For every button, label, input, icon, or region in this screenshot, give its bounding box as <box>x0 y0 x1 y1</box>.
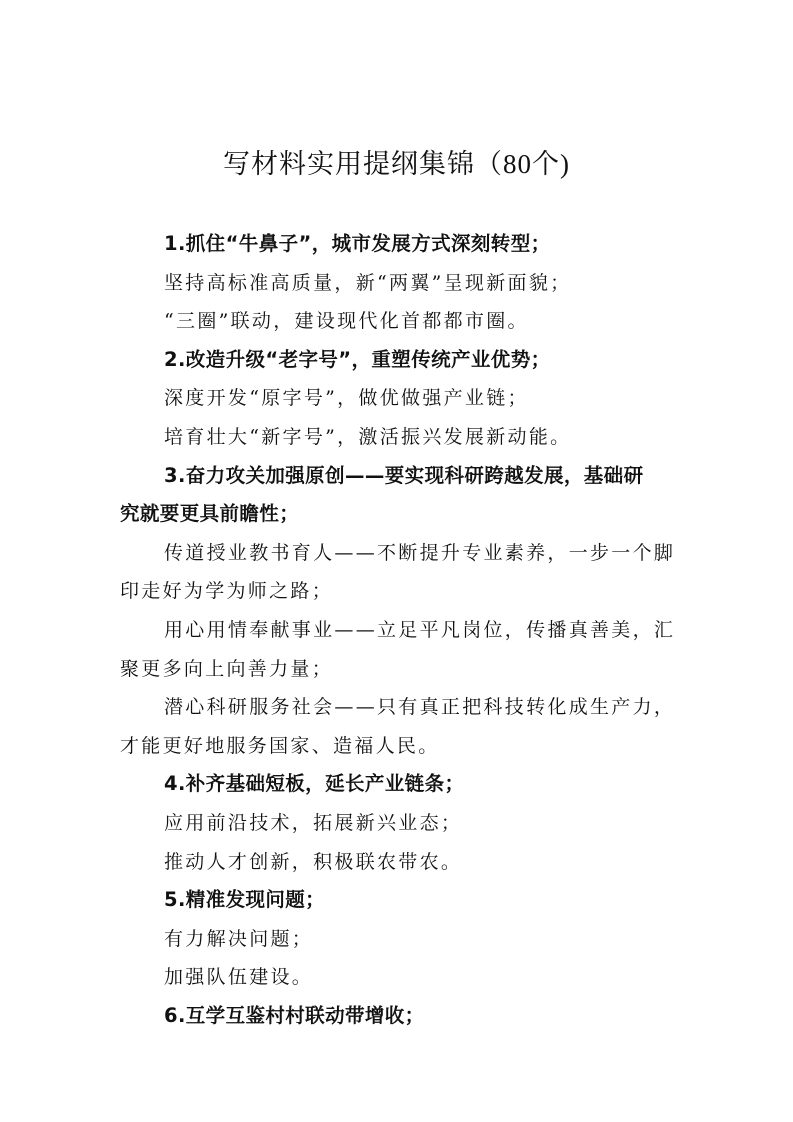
body-text-line: “三圈”联动，建设现代化首都都市圈。 <box>164 310 529 333</box>
section-heading-line: 究就要更具前瞻性； <box>120 502 300 526</box>
body-text-line: 聚更多向上向善力量； <box>120 657 334 680</box>
body-text-line: 用心用情奉献事业——立足平凡岗位，传播真善美，汇 <box>164 618 676 641</box>
body-text-line: 推动人才创新，积极联农带农。 <box>164 850 463 873</box>
body-text-line: 印走好为学为师之路； <box>120 580 334 603</box>
body-text-line: 应用前沿技术，拓展新兴业态； <box>164 811 463 834</box>
section-heading-line: 2.改造升级“老字号”，重塑传统产业优势； <box>164 347 551 371</box>
body-text-line: 有力解决问题； <box>164 927 314 950</box>
body-text-line: 坚持高标准高质量，新“两翼”呈现新面貌； <box>164 271 572 294</box>
section-heading-line: 4.补齐基础短板，延长产业链条； <box>164 772 465 796</box>
body-text-line: 加强队伍建设。 <box>164 966 314 989</box>
section-heading-line: 6.互学互鉴村村联动带增收； <box>164 1003 425 1027</box>
section-heading-line: 1.抓住“牛鼻子”，城市发展方式深刻转型； <box>164 232 551 255</box>
section-heading-line: 3.奋力攻关加强原创——要实现科研跨越发展，基础研 <box>164 463 644 487</box>
document-title: 写材料实用提纲集锦（80个) <box>223 149 570 179</box>
body-text-line: 培育壮大“新字号”，激活振兴发展新动能。 <box>164 425 572 448</box>
body-text-line: 潜心科研服务社会——只有真正把科技转化成生产力， <box>164 696 676 719</box>
document-body <box>120 225 675 1035</box>
body-text-line: 传道授业教书育人——不断提升专业素养，一步一个脚 <box>164 541 676 564</box>
body-text-line: 才能更好地服务国家、造福人民。 <box>120 734 440 757</box>
section-heading-line: 5.精准发现问题； <box>164 888 326 912</box>
body-text-line: 深度开发“原字号”，做优做强产业链； <box>164 387 529 410</box>
